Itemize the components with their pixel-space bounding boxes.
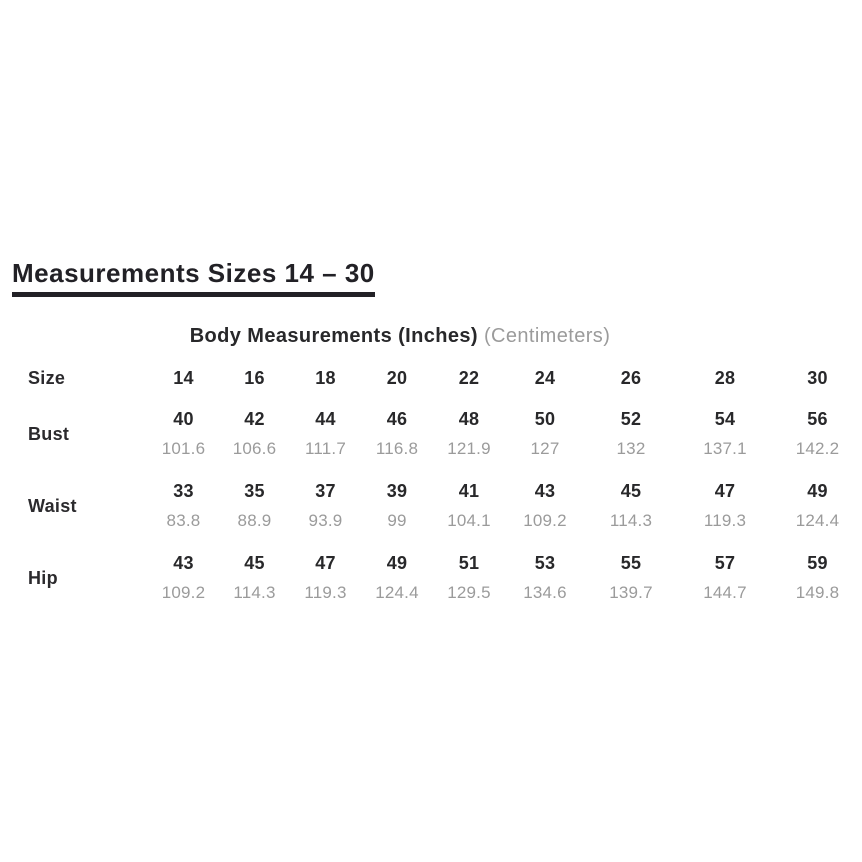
cm-value: 121.9: [447, 439, 491, 458]
size-value: 14: [173, 368, 194, 388]
inches-value: 52: [620, 409, 642, 429]
size-value: 24: [534, 368, 556, 388]
cm-value: 129.5: [447, 583, 491, 602]
cm-value: 119.3: [703, 511, 747, 530]
measurement-cell: [148, 398, 219, 470]
cm-value: 109.2: [161, 583, 206, 602]
cm-value: 106.6: [232, 439, 277, 458]
cm-value: 93.9: [308, 511, 343, 530]
cm-value: 101.6: [161, 439, 206, 458]
inches-value: 48: [458, 409, 480, 429]
cm-value: 134.6: [523, 583, 567, 602]
measurement-cell: [290, 542, 361, 614]
cm-value: 142.2: [795, 439, 840, 458]
cm-value: 116.8: [375, 439, 419, 458]
inches-value: 42: [244, 409, 265, 429]
bust-row: [13, 398, 862, 470]
inches-value: 49: [807, 481, 828, 501]
inches-value: 50: [534, 409, 556, 429]
inches-value: 46: [386, 409, 408, 429]
subtitle-centimeters: (Centimeters): [483, 325, 611, 347]
cm-value: 83.8: [166, 511, 201, 530]
inches-value: 35: [244, 481, 265, 501]
size-value: 28: [714, 368, 736, 388]
bust-row-label: Bust: [28, 423, 70, 444]
measurement-cell: [677, 398, 773, 470]
inches-value: 51: [458, 553, 480, 573]
subtitle-inches: Body Measurements (Inches): [189, 325, 478, 347]
inches-value: 41: [458, 481, 480, 501]
cm-value: 88.9: [237, 511, 272, 530]
measurement-cell: [361, 470, 433, 542]
measurements-table: [13, 359, 862, 614]
cm-value: 111.7: [304, 439, 347, 458]
inches-value: 47: [714, 481, 736, 501]
inches-value: 59: [807, 553, 828, 573]
measurement-cell: [361, 398, 433, 470]
size-value: 20: [386, 368, 408, 388]
measurement-cell: [219, 470, 290, 542]
inches-value: 53: [534, 553, 556, 573]
measurement-cell: [585, 398, 677, 470]
size-value: 30: [807, 368, 828, 388]
measurement-cell: [148, 470, 219, 542]
inches-value: 49: [386, 553, 408, 573]
waist-row-label: Waist: [28, 495, 77, 516]
cm-value: 137.1: [703, 439, 747, 458]
cm-value: 139.7: [609, 583, 653, 602]
measurement-cell: [219, 542, 290, 614]
inches-value: 40: [173, 409, 194, 429]
cm-value: 124.4: [795, 511, 840, 530]
measurement-cell: [677, 542, 773, 614]
measurement-cell: [773, 542, 862, 614]
inches-value: 55: [620, 553, 642, 573]
cm-value: 119.3: [304, 583, 347, 602]
inches-value: 33: [173, 481, 194, 501]
inches-value: 47: [315, 553, 336, 573]
subtitle: [0, 323, 800, 349]
cm-value: 144.7: [703, 583, 747, 602]
measurement-cell: [505, 542, 585, 614]
size-row-label: Size: [28, 368, 66, 388]
inches-value: 45: [244, 553, 265, 573]
measurement-cell: [505, 470, 585, 542]
measurement-cell: [361, 542, 433, 614]
cm-value: 99: [387, 511, 407, 530]
inches-value: 39: [386, 481, 408, 501]
cm-value: 124.4: [375, 583, 419, 602]
hip-row-label: Hip: [28, 567, 58, 588]
measurement-cell: [677, 470, 773, 542]
measurement-cell: [433, 470, 505, 542]
cm-value: 132: [616, 439, 646, 458]
waist-row: [13, 470, 862, 542]
measurement-cell: [433, 542, 505, 614]
measurement-cell: [773, 398, 862, 470]
size-value: 26: [620, 368, 642, 388]
size-value: 16: [244, 368, 265, 388]
measurement-cell: [290, 470, 361, 542]
measurement-cell: [148, 542, 219, 614]
size-header-row: [13, 359, 862, 398]
cm-value: 104.1: [447, 511, 491, 530]
measurement-cell: [773, 470, 862, 542]
measurement-cell: [585, 470, 677, 542]
inches-value: 43: [173, 553, 194, 573]
cm-value: 127: [530, 439, 560, 458]
measurement-cell: [290, 398, 361, 470]
cm-value: 149.8: [795, 583, 840, 602]
inches-value: 45: [620, 481, 642, 501]
inches-value: 54: [714, 409, 736, 429]
inches-value: 43: [534, 481, 556, 501]
measurement-cell: [219, 398, 290, 470]
page-title: Measurements Sizes 14 – 30: [12, 258, 375, 288]
inches-value: 57: [714, 553, 736, 573]
title-block: [12, 257, 375, 297]
cm-value: 114.3: [609, 511, 653, 530]
title-underline: [12, 292, 375, 297]
measurement-cell: [585, 542, 677, 614]
inches-value: 37: [315, 481, 336, 501]
hip-row: [13, 542, 862, 614]
cm-value: 114.3: [233, 583, 276, 602]
inches-value: 44: [315, 409, 336, 429]
size-value: 18: [315, 368, 336, 388]
measurement-cell: [433, 398, 505, 470]
cm-value: 109.2: [523, 511, 567, 530]
measurement-cell: [505, 398, 585, 470]
inches-value: 56: [807, 409, 828, 429]
size-value: 22: [458, 368, 480, 388]
